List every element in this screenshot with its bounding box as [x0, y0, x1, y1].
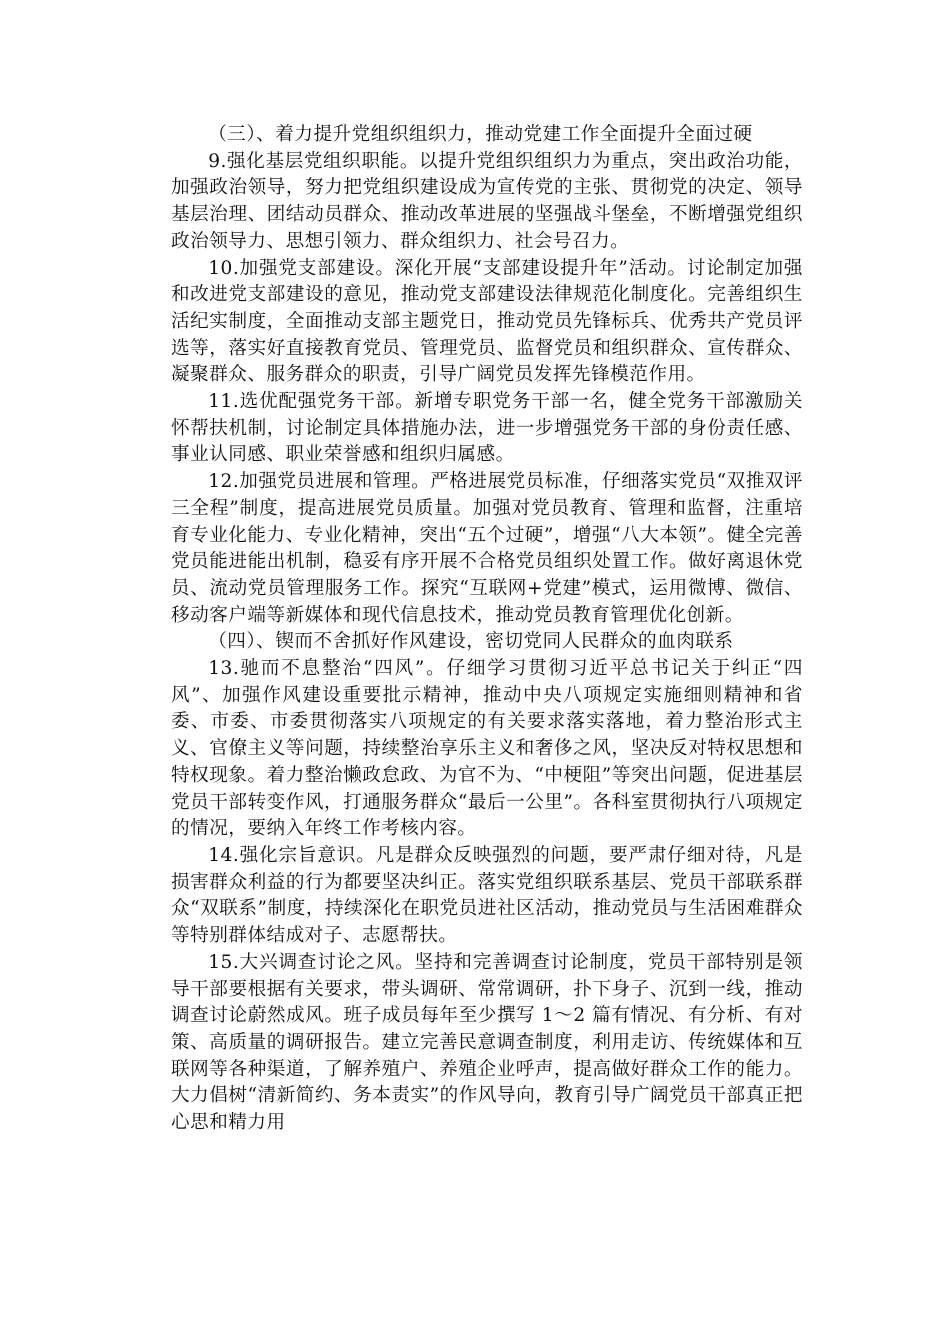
section-heading-4: （四）、锲而不舍抓好作风建设，密切党同人民群众的血肉联系: [208, 631, 734, 653]
paragraph-14: 14.强化宗旨意识。凡是群众反映强烈的问题，要严肃仔细对待，凡是损害群众利益的行为都要坚决纠正。落实党组织联系基层、党员干部联系群众“双联系”制度，持续深化在职党员进社区活动，推动党员与生活困难群众等特别群体结成对子、志愿帮扶。: [171, 844, 803, 947]
paragraph-9: 9.强化基层党组织职能。以提升党组织组织力为重点，突出政治功能，加强政治领导，努力把党组织建设成为宣传党的主张、贯彻党的决定、领导基层治理、团结动员群众、推动改革进展的坚强战斗堡垒，不断增强党组织政治领导力、思想引领力、群众组织力、社会号召力。: [171, 150, 803, 252]
paragraph-15: 15.大兴调查讨论之风。坚持和完善调查讨论制度，党员干部特别是领导干部要根据有关要求，带头调研、常常调研，扑下身子、沉到一线，推动调查讨论蔚然成风。班子成员每年至少撰写 1～2 篇有情况、有分析、有对策、高质量的调研报告。建立完善民意调查制度，利用走访、传统媒体和互联网等各种渠道，了解养殖户、养殖企业呼声，提高做好群众工作的能力。大力倡树“清新简约、务本责实”的作风导向，教育引导广阔党员干部真正把心思和精力用: [171, 951, 803, 1134]
section-heading-3: （三）、着力提升党组织组织力，推动党建工作全面提升全面过硬: [208, 124, 753, 145]
document-body: [171, 122, 803, 1137]
paragraph-11: 11.选优配强党务干部。新增专职党务干部一名，健全党务干部激励关怀帮扶机制，讨论制定具体措施办法，进一步增强党务干部的身份责任感、事业认同感、职业荣誉感和组织归属感。: [171, 391, 803, 466]
paragraph-13: 13.驰而不息整治“四风”。仔细学习贯彻习近平总书记关于纠正“四风”、加强作风建设重要批示精神，推动中央八项规定实施细则精神和省委、市委、市委贯彻落实八项规定的有关要求落实落地，着力整治形式主义、官僚主义等问题，持续整治享乐主义和奢侈之风，坚决反对特权思想和特权现象。着力整治懒政怠政、为官不为、“中梗阻”等突出问题，促进基层党员干部转变作风，打通服务群众“最后一公里”。各科室贯彻执行八项规定的情况，要纳入年终工作考核内容。: [171, 658, 803, 840]
paragraph-12: 12.加强党员进展和管理。严格进展党员标准，仔细落实党员“双推双评三全程”制度，提高进展党员质量。加强对党员教育、管理和监督，注重培育专业化能力、专业化精神，突出“五个过硬”，增强“八大本领”。健全完善党员能进能出机制，稳妥有序开展不合格党员组织处置工作。做好离退休党员、流动党员管理服务工作。探究“互联网+党建”模式，运用微博、微信、移动客户端等新媒体和现代信息技术，推动党员教育管理优化创新。: [171, 471, 803, 626]
paragraph-10: 10.加强党支部建设。深化开展“支部建设提升年”活动。讨论制定加强和改进党支部建设的意见，推动党支部建设法律规范化制度化。完善组织生活纪实制度，全面推动支部主题党日，推动党员先锋标兵、优秀共产党员评选等，落实好直接教育党员、管理党员、监督党员和组织群众、宣传群众、凝聚群众、服务群众的职责，引导广阔党员发挥先锋模范作用。: [171, 257, 803, 386]
